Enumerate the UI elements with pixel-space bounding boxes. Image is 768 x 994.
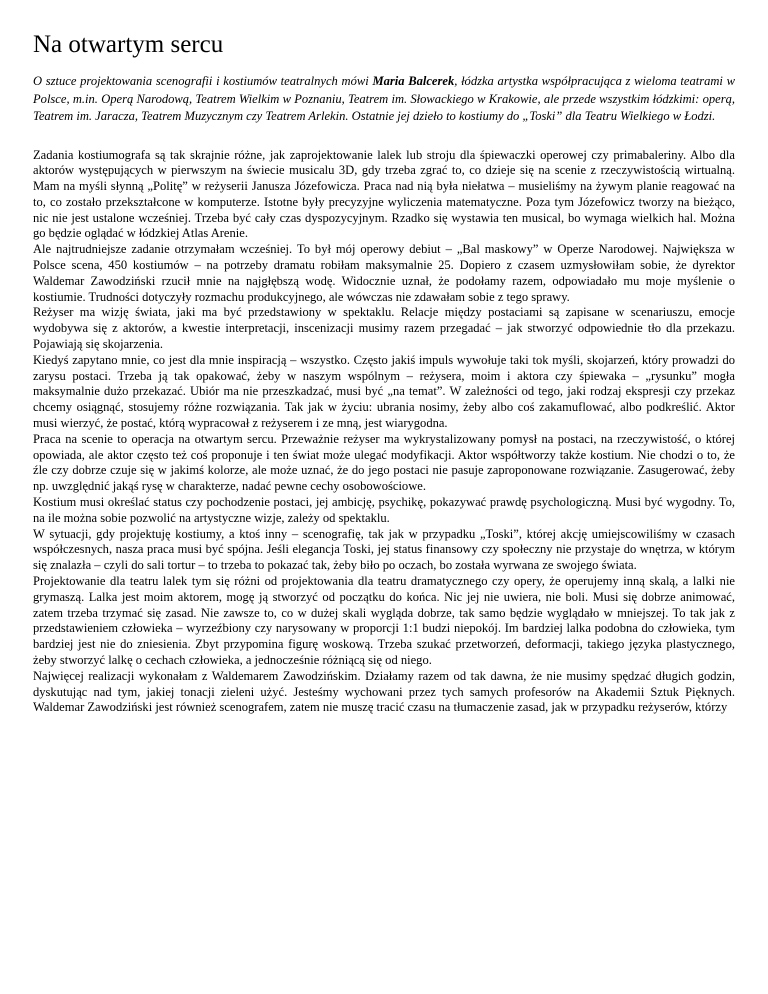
lead-text-before: O sztuce projektowania scenografii i kostiumów teatralnych mówi [33, 74, 373, 88]
lead-text-after: , łódzka artystka współpracująca z wieloma teatrami w Polsce, m.in. Operą Narodową, Teatrem Wielkim w Poznaniu, Teatrem im. Słowackiego w Krakowie, ale przede wszystkim łódzkimi: operą, Teatrem im. Jaracza, Teatrem Muzycznym czy Teatrem Arlekin. Ostatnie jej dzieło to kostiumy do „Toski” dla Teatru Wielkiego w Łodzi. [33, 74, 735, 123]
body-paragraph: Ale najtrudniejsze zadanie otrzymałam wcześniej. To był mój operowy debiut – „Bal maskowy” w Operze Narodowej. Największa w Polsce scena, 450 kostiumów – na potrzeby dramatu robiłam maksymalnie 25. Dopiero z czasem uzmysłowiłam sobie, że dyrektor Waldemar Zawodziński rzucił mnie na najgłębszą wodę. Widocznie uznał, że podołamy razem, odpowiadało mu moje myślenie o kostiumie. Trudności dotyczyły rozmachu produkcyjnego, ale wówczas nie zdawałam sobie z tego sprawy. [33, 242, 735, 304]
body-paragraph: Kostium musi określać status czy pochodzenie postaci, jej ambicję, psychikę, pokazywać prawdę psychologiczną. Musi być wygodny. To, na ile można sobie pozwolić na artystyczne wizje, zależy od spektaklu. [33, 495, 735, 525]
body-paragraph: Zadania kostiumografa są tak skrajnie różne, jak zaprojektowanie lalek lub stroju dla śpiewaczki operowej czy primabaleriny. Albo dla aktorów występujących w pierwszym na świecie musicalu 3D, gdy trzeba zgrać to, co dzieje się na scenie z rzeczywistością wirtualną. Mam na myśli słynną „Politę” w reżyserii Janusza Józefowicza. Praca nad nią była niełatwa – musieliśmy na żywym planie reagować na to, co zostało przekształcone w komputerze. Istotne były precyzyjne wyliczenia matematyczne. Poza tym Józefowicz tworzy na bieżąco, nic nie jest ustalone wcześniej. Trzeba być cały czas dyspozycyjnym. Rzadko się wystawia ten musical, bo wymaga wielkich hal. Można go będzie oglądać w łódzkiej Atlas Arenie. [33, 147, 735, 241]
body-paragraph: Reżyser ma wizję świata, jaki ma być przedstawiony w spektaklu. Relacje między postaciami są zapisane w scenariuszu, emocje wydobywa się z aktorów, a kwestie interpretacji, inscenizacji musimy razem przegadać – jak stworzyć odpowiednie tło dla przekazu. Pojawiają się skojarzenia. [33, 305, 735, 352]
article-body [33, 148, 735, 717]
body-paragraph: Praca na scenie to operacja na otwartym sercu. Przeważnie reżyser ma wykrystalizowany pomysł na postaci, na rzeczywistość, o której opowiada, ale aktor często też coś proponuje i ten świat może ulegać modyfikacji. Aktor współtworzy także kostium. Nie chodzi o to, że źle czy dobrze czuje się w jakimś kolorze, ale może uznać, że do jego postaci nie pasuje zaproponowane rozwiązanie. Zasugerować, żeby np. uwzględnić jakąś rysę w charakterze, nadać pewne cechy osobowościowe. [33, 431, 735, 494]
body-paragraph: Projektowanie dla teatru lalek tym się różni od projektowania dla teatru dramatycznego czy opery, że operujemy inną skalą, a lalki nie grymaszą. Lalka jest moim aktorem, mogę ją stworzyć od początku do końca. Nic jej nie uwiera, nie boli. Musi się dobrze animować, zatem trzeba trzymać się zasad. Nie zawsze to, co w dużej skali wygląda dobrze, tak samo będzie wyglądało w mniejszej. To tak jak z przedstawieniem człowieka – wyrzeźbiony czy narysowany w proporcji 1:1 budzi niepokój. Im bardziej lalka podobna do człowieka, tym bardziej jest nie do zniesienia. Zbyt przypomina figurę woskową. Trzeba szukać przetworzeń, deformacji, takiego języka plastycznego, żeby stworzyć lalkę o cechach człowieka, a jednocześnie różniącą się od niego. [33, 574, 735, 667]
body-paragraph: W sytuacji, gdy projektuję kostiumy, a ktoś inny – scenografię, tak jak w przypadku „Toski”, której akcję umiejscowiliśmy w czasach współczesnych, nasza praca musi być spójna. Jeśli elegancja Toski, jej status finansowy czy społeczny nie przystaje do wnętrza, w którym się znalazła – czyli do sali tortur – to trzeba to pokazać tak, żeby biło po oczach, bo została wyrwana ze swojego świata. [33, 526, 735, 573]
article-lead [33, 73, 735, 126]
body-paragraph: Kiedyś zapytano mnie, co jest dla mnie inspiracją – wszystko. Często jakiś impuls wywołuje taki tok myśli, skojarzeń, który prowadzi do zarysu postaci. Trzeba ją tak opakować, żeby w naszym wspólnym – reżysera, moim i aktora czy śpiewaka – „rysunku” mogła maksymalnie dużo przekazać. Ubiór ma nie przeszkadzać, musi być „na temat”. W zależności od tego, jaki rodzaj ekspresji czy przekaz chcemy osiągnąć, stosujemy różne rozwiązania. Tak jak w życiu: ubrania nosimy, żeby albo coś zakamuflować, albo podkreślić. Aktor musi wierzyć, że postać, którą wypracował z reżyserem i ze mną, jest wiarygodna. [33, 352, 735, 431]
document-page [33, 0, 735, 994]
article-title: Na otwartym sercu [33, 31, 224, 58]
interviewee-name: Maria Balcerek [372, 74, 455, 88]
body-paragraph: Najwięcej realizacji wykonałam z Waldemarem Zawodzińskim. Działamy razem od tak dawna, że nie musimy spędzać długich godzin, dyskutując nad tym, jakiej tonacji zieleni użyć. Jesteśmy wychowani przez tych samych profesorów na Akademii Sztuk Pięknych. Waldemar Zawodziński jest również scenografem, zatem nie muszę tracić czasu na tłumaczenie zasad, jak w przypadku reżyserów, którzy [33, 668, 735, 715]
